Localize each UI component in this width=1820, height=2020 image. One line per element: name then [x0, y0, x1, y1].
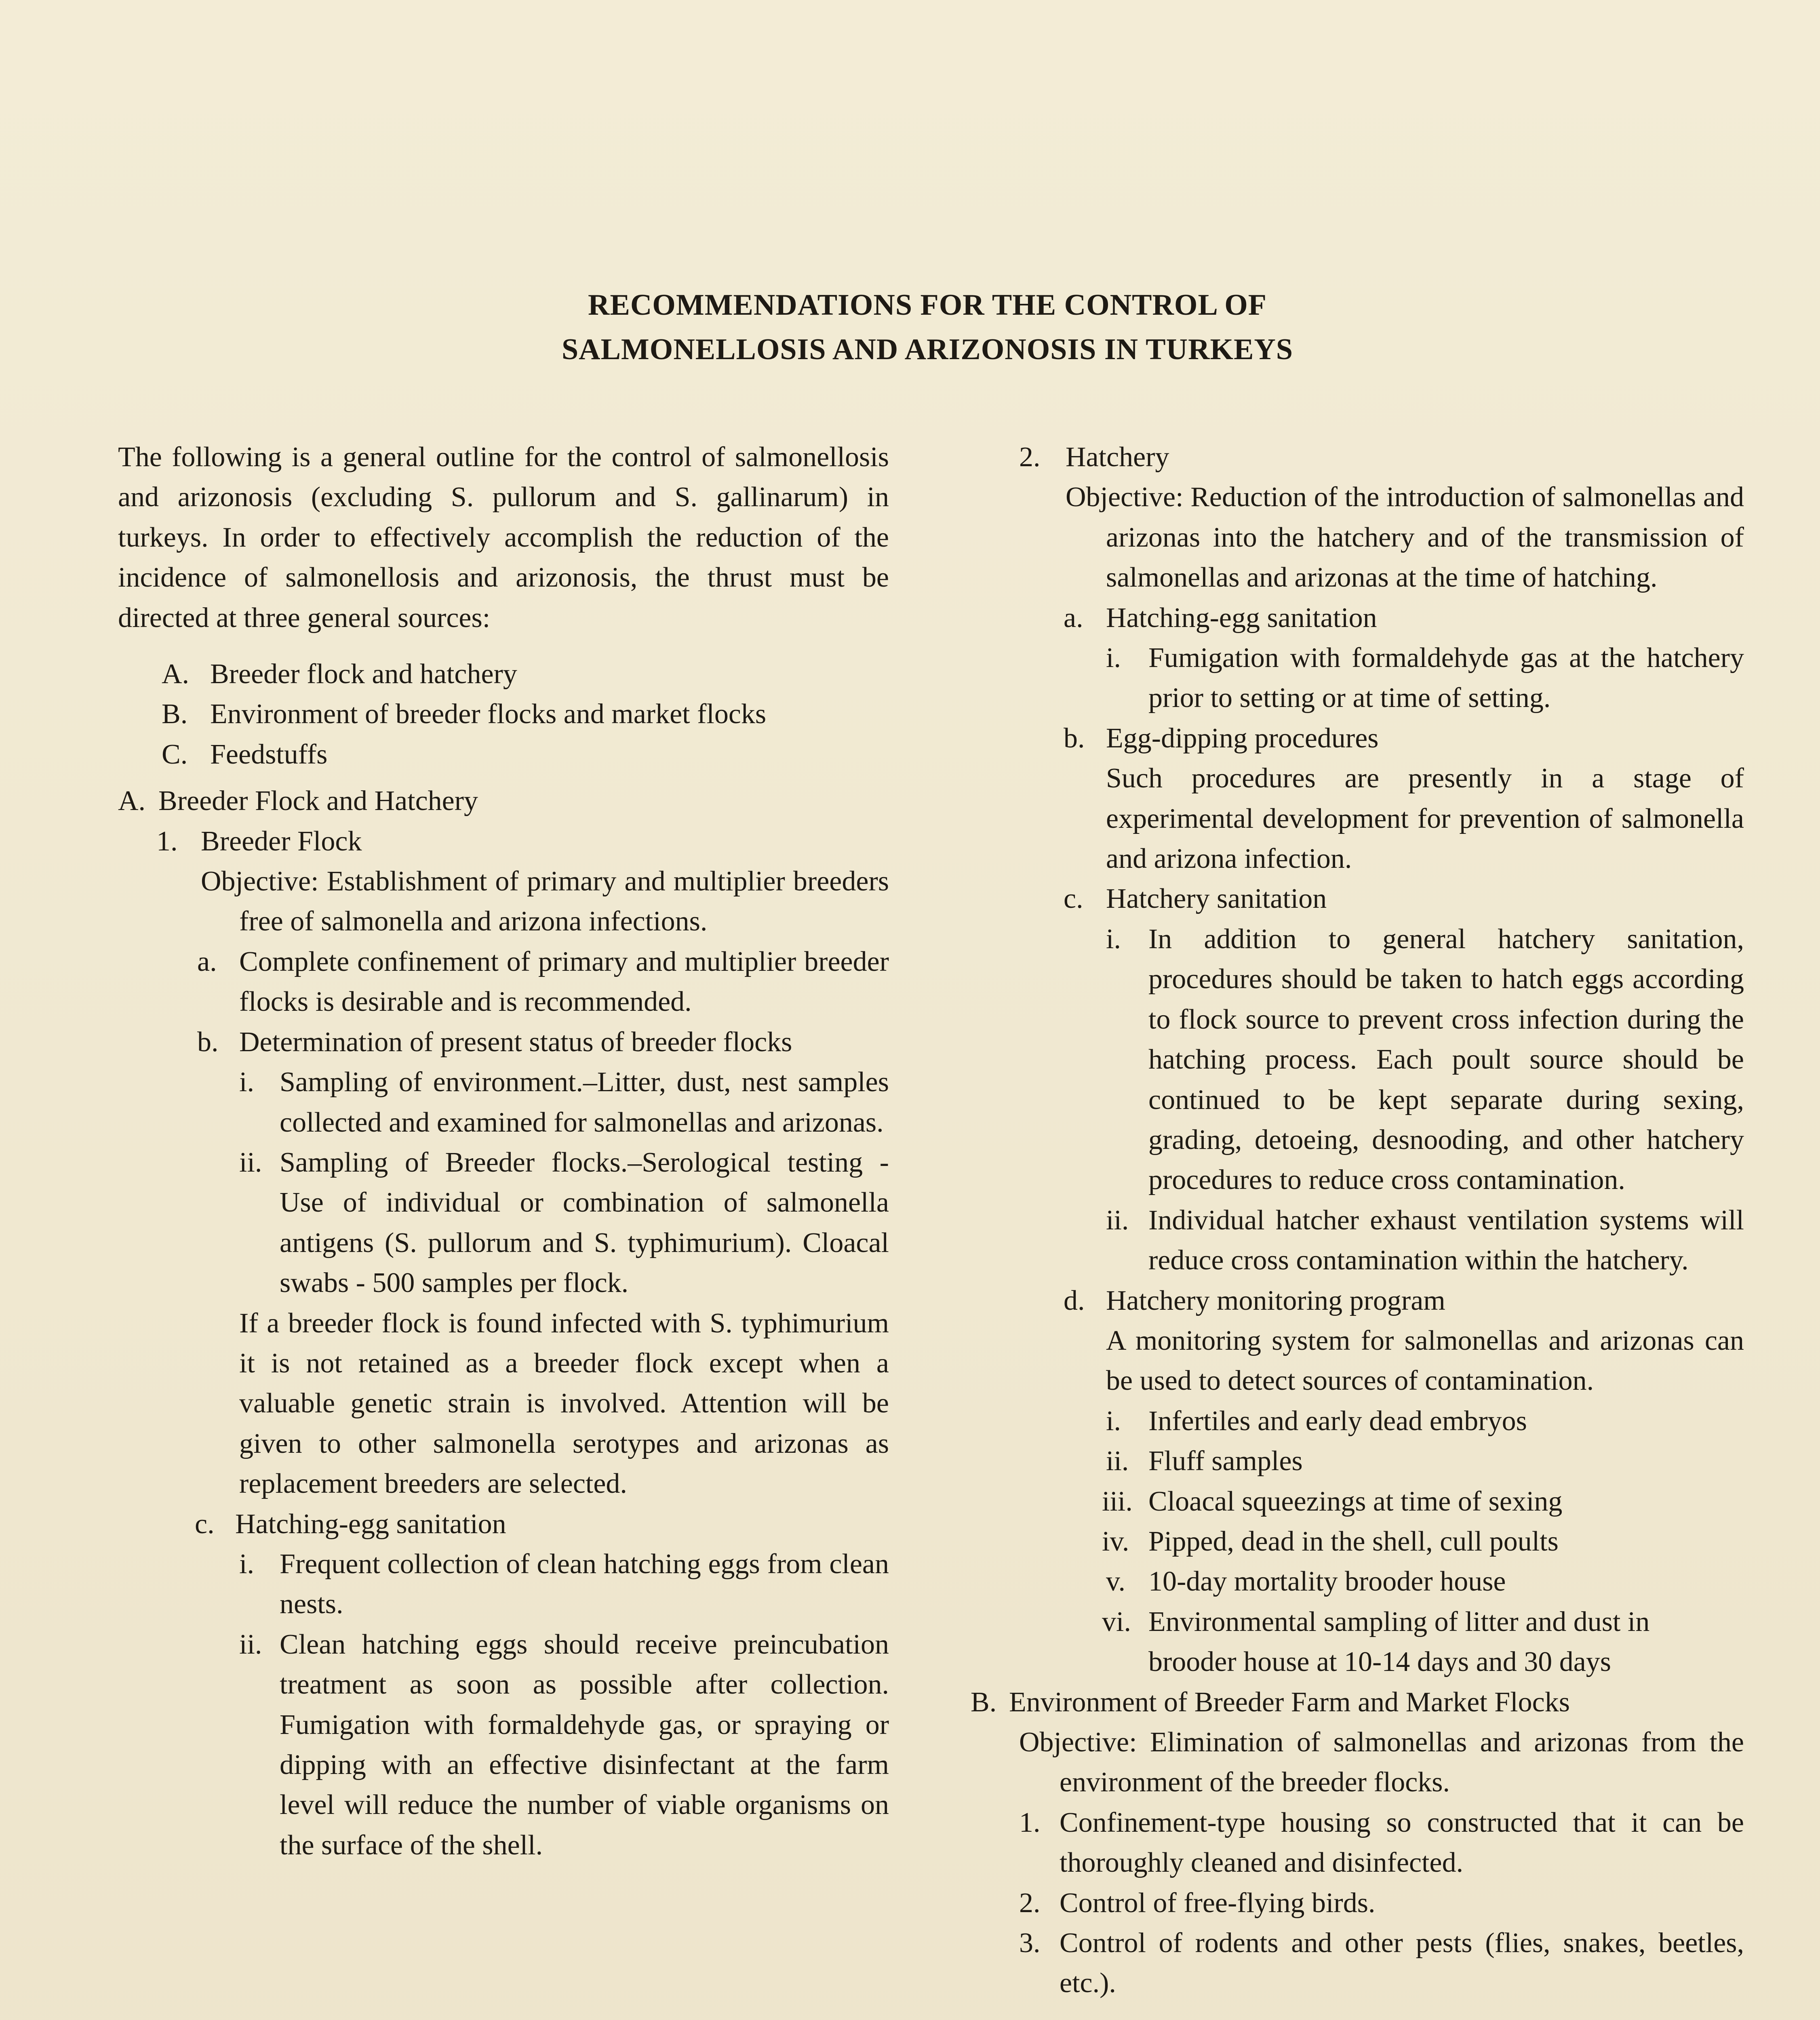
section-label: B. — [971, 1686, 997, 1718]
list-label: 2. — [1019, 1887, 1041, 1919]
list-item — [118, 734, 889, 774]
page-title — [323, 283, 1531, 372]
list-text: Environment of breeder flocks and market flocks — [210, 699, 767, 730]
list-text: Determination of present status of breeder flocks — [239, 1026, 792, 1058]
list-item — [118, 1504, 889, 1544]
list-text: Hatchery sanitation — [1106, 883, 1327, 915]
list-text: Hatching-egg sanitation — [1106, 602, 1377, 633]
list-label: i. — [239, 1067, 254, 1098]
list-item — [118, 654, 889, 694]
list-label: i. — [1106, 923, 1121, 955]
right-column — [971, 437, 1744, 2003]
list-label: 3. — [1019, 1927, 1041, 1959]
list-item — [1019, 1441, 1744, 1481]
list-item — [118, 1624, 889, 1865]
left-column — [118, 437, 889, 1865]
list-item — [1019, 1923, 1744, 2003]
list-label: c. — [195, 1508, 215, 1540]
list-label: i. — [239, 1548, 254, 1580]
list-text: Clean hatching eggs should receive preincubation treatment as soon as possible after collection. Fumigation with formaldehyde gas, or spraying or dipping with an effective disinfectant at the farm level will reduce the number of viable organisms on the surface of the shell. — [280, 1629, 889, 1861]
list-text: Hatching-egg sanitation — [235, 1508, 506, 1540]
intro-paragraph: The following is a general outline for the control of salmonellosis and arizonosis (excluding S. pullorum and S. gallinarum) in turkeys. In order to effectively accomplish the reduction of the incidence of salmonellosis and arizonosis, the thrust must be directed at three general sources: — [118, 442, 889, 633]
section-text: Breeder Flock and Hatchery — [158, 785, 478, 817]
list-item — [1019, 718, 1744, 758]
list-label: A. — [162, 659, 190, 690]
title-line-1: RECOMMENDATIONS FOR THE CONTROL OF — [588, 288, 1267, 322]
list-item — [1019, 1521, 1744, 1561]
list-text: Infertiles and early dead embryos — [1148, 1405, 1527, 1437]
subsection-label: 1. — [156, 825, 178, 857]
list-item — [1019, 919, 1744, 1200]
list-item — [1019, 879, 1744, 919]
list-item — [118, 1544, 889, 1624]
list-item — [1019, 1481, 1744, 1521]
list-label: vi. — [1102, 1606, 1131, 1637]
list-label: i. — [1106, 642, 1121, 674]
list-label: b. — [1064, 722, 1085, 754]
list-label: C. — [162, 739, 188, 770]
list-label: c. — [1064, 883, 1083, 915]
list-item — [1019, 638, 1744, 718]
list-label: v. — [1106, 1566, 1125, 1597]
list-label: ii. — [1106, 1446, 1129, 1477]
list-text: Hatchery monitoring program — [1106, 1285, 1445, 1316]
list-label: a. — [197, 946, 217, 977]
list-label: i. — [1106, 1405, 1121, 1437]
list-item — [1019, 1883, 1744, 1923]
section-text: Environment of Breeder Farm and Market Flocks — [1009, 1686, 1570, 1718]
list-text: Feedstuffs — [210, 739, 328, 770]
list-text: Frequent collection of clean hatching eggs from clean nests. — [280, 1548, 889, 1620]
objective-paragraph: Objective: Elimination of salmonellas and arizonas from the environment of the breeder flocks. — [1019, 1727, 1744, 1798]
list-text: Control of free-flying birds. — [1060, 1887, 1376, 1919]
list-label: d. — [1064, 1285, 1085, 1316]
list-label: iv. — [1102, 1526, 1129, 1557]
list-text: In addition to general hatchery sanitation, procedures should be taken to hatch eggs according to flock source to prevent cross infection during the hatching process. Each poult source should be continued to be kept separate during sexing, grading, detoeing, desnooding, and other hatchery procedures to reduce cross contamination. — [1148, 923, 1744, 1196]
list-text: Egg-dipping procedures — [1106, 722, 1379, 754]
list-text: Individual hatcher exhaust ventilation systems will reduce cross contamination within the hatchery. — [1148, 1204, 1744, 1276]
list-item — [1019, 1401, 1744, 1441]
list-text: Pipped, dead in the shell, cull poults — [1148, 1526, 1559, 1557]
list-item — [118, 694, 889, 734]
list-label: ii. — [1106, 1204, 1129, 1236]
list-item — [1019, 1281, 1744, 1321]
list-text: 10-day mortality brooder house — [1148, 1566, 1506, 1597]
list-label: b. — [197, 1026, 219, 1058]
list-text: Sampling of Breeder flocks.–Serological testing - Use of individual or combination of salmonella antigens (S. pullorum and S. typhimurium). Cloacal swabs - 500 samples per flock. — [280, 1147, 889, 1299]
list-text: Cloacal squeezings at time of sexing — [1148, 1486, 1563, 1517]
list-item — [1019, 1561, 1744, 1601]
list-label: a. — [1064, 602, 1083, 633]
paragraph: If a breeder flock is found infected with S. typhimurium it is not retained as a breeder flock except when a valuable genetic strain is involved. Attention will be given to other salmonella serotypes and arizonas as replacement breeders are selected. — [239, 1307, 889, 1500]
list-text: Breeder flock and hatchery — [210, 659, 517, 690]
list-label: ii. — [239, 1629, 262, 1660]
list-label: ii. — [239, 1147, 262, 1178]
section-heading — [971, 1682, 1744, 1722]
list-item — [118, 1022, 889, 1062]
list-item — [1019, 598, 1744, 638]
list-text: Environmental sampling of litter and dust in brooder house at 10-14 days and 30 days — [1148, 1606, 1650, 1678]
list-label: B. — [162, 699, 188, 730]
list-label: 1. — [1019, 1807, 1041, 1838]
list-item — [1019, 1200, 1744, 1281]
objective-paragraph: Objective: Reduction of the introduction of salmonellas and arizonas into the hatchery and of the transmission of salmonellas and arizonas at the time of hatching. — [1066, 482, 1744, 593]
paragraph: A monitoring system for salmonellas and arizonas can be used to detect sources of contamination. — [1106, 1325, 1744, 1397]
list-item — [1019, 1803, 1744, 1883]
list-text: Complete confinement of primary and multiplier breeder flocks is desirable and is recommended. — [239, 946, 889, 1018]
paragraph: Such procedures are presently in a stage of experimental development for prevention of salmonella and arizona infection. — [1106, 763, 1744, 875]
list-text: Fluff samples — [1148, 1446, 1303, 1477]
subsection-text: Breeder Flock — [201, 825, 362, 857]
list-item — [1019, 1602, 1744, 1682]
list-item — [118, 1062, 889, 1143]
title-line-2: SALMONELLOSIS AND ARIZONOSIS IN TURKEYS — [561, 333, 1293, 366]
section-label: A. — [118, 785, 146, 817]
list-item — [118, 1143, 889, 1303]
subsection-heading — [118, 821, 889, 861]
list-text: Sampling of environment.–Litter, dust, nest samples collected and examined for salmonellas and arizonas. — [280, 1067, 889, 1138]
list-text: Confinement-type housing so constructed that it can be thoroughly cleaned and disinfected. — [1060, 1807, 1744, 1879]
subsection-label: 2. — [1019, 442, 1041, 473]
list-item — [118, 942, 889, 1022]
list-text: Control of rodents and other pests (flies, snakes, beetles, etc.). — [1060, 1927, 1744, 1999]
list-label: iii. — [1102, 1486, 1133, 1517]
list-text: Fumigation with formaldehyde gas at the hatchery prior to setting or at time of setting. — [1148, 642, 1744, 714]
section-heading — [118, 781, 889, 821]
subsection-text: Hatchery — [1066, 442, 1169, 473]
objective-paragraph: Objective: Establishment of primary and multiplier breeders free of salmonella and arizona infections. — [201, 866, 889, 937]
subsection-heading — [1019, 437, 1744, 477]
